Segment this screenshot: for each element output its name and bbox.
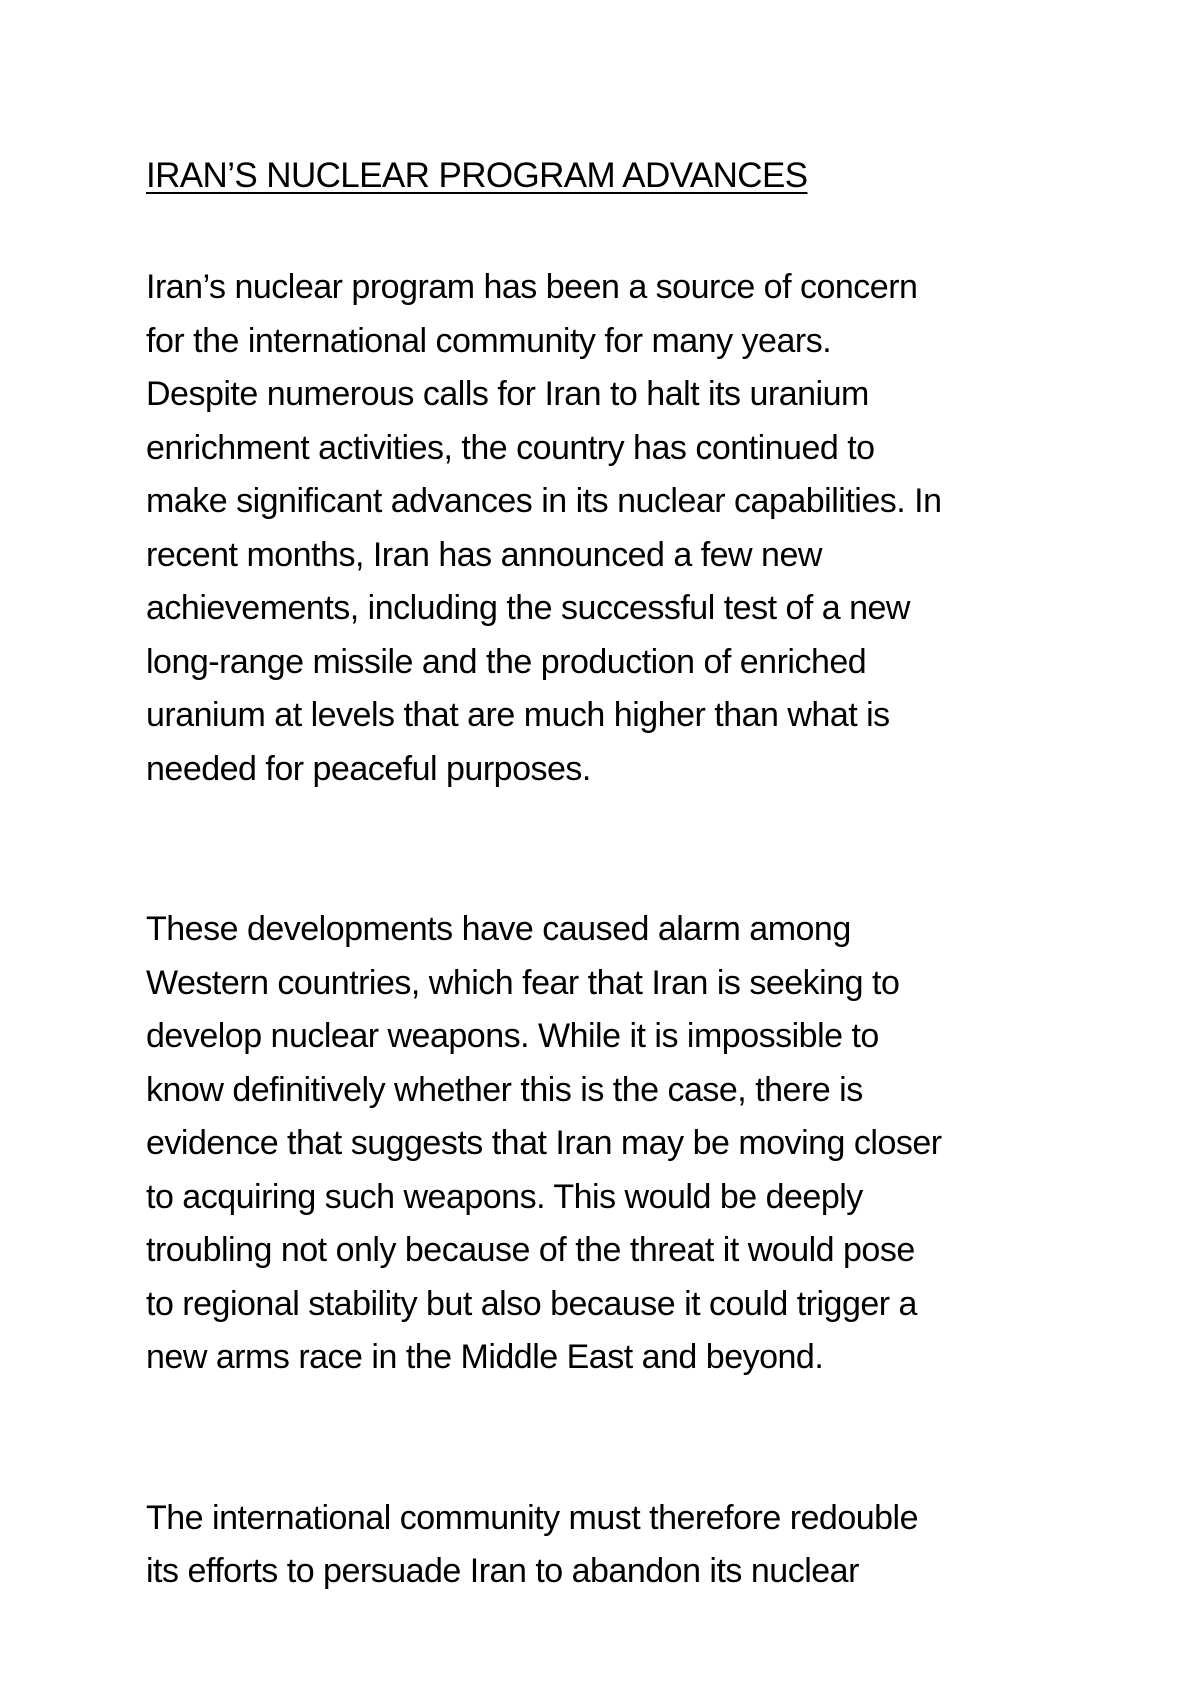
paragraph-line: to acquiring such weapons. This would be deeply [146, 1177, 863, 1216]
paragraph-3 [146, 1492, 1076, 1599]
paragraph-line: to regional stability but also because it could trigger a [146, 1284, 917, 1323]
spacer [146, 796, 1076, 903]
paragraph-1 [146, 261, 1076, 796]
paragraph-line: troubling not only because of the threat it would pose [146, 1231, 915, 1269]
paragraph-line: Despite numerous calls for Iran to halt its uranium [146, 375, 869, 413]
spacer [146, 1385, 1076, 1492]
paragraph-line: for the international community for many years. [146, 321, 832, 360]
document-title: IRAN’S NUCLEAR PROGRAM ADVANCES [146, 156, 808, 195]
paragraph-line: These developments have caused alarm among [146, 910, 851, 948]
paragraph-line: The international community must therefore redouble [146, 1498, 919, 1537]
paragraph-line: Iran’s nuclear program has been a source of concern [146, 268, 918, 306]
paragraph-line: develop nuclear weapons. While it is impossible to [146, 1017, 879, 1055]
paragraph-line: Western countries, which fear that Iran is seeking to [146, 963, 900, 1002]
paragraph-line: long-range missile and the production of enriched [146, 642, 867, 681]
paragraph-line: uranium at levels that are much higher than what is [146, 696, 890, 734]
paragraph-line: needed for peaceful purposes. [146, 749, 591, 788]
paragraph-line: enrichment activities, the country has continued to [146, 428, 875, 467]
paragraph-2 [146, 903, 1076, 1385]
paragraph-line: achievements, including the successful test of a new [146, 589, 910, 627]
paragraph-line: evidence that suggests that Iran may be moving closer [146, 1124, 942, 1162]
document-body [146, 150, 1076, 1599]
paragraph-line: new arms race in the Middle East and beyond. [146, 1338, 824, 1376]
paragraph-line: know definitively whether this is the case, there is [146, 1070, 863, 1109]
paragraph-line: recent months, Iran has announced a few new [146, 535, 822, 574]
spacer [146, 202, 1076, 261]
paragraph-line: its efforts to persuade Iran to abandon its nuclear [146, 1552, 859, 1590]
paragraph-line: make significant advances in its nuclear capabilities. In [146, 482, 942, 520]
